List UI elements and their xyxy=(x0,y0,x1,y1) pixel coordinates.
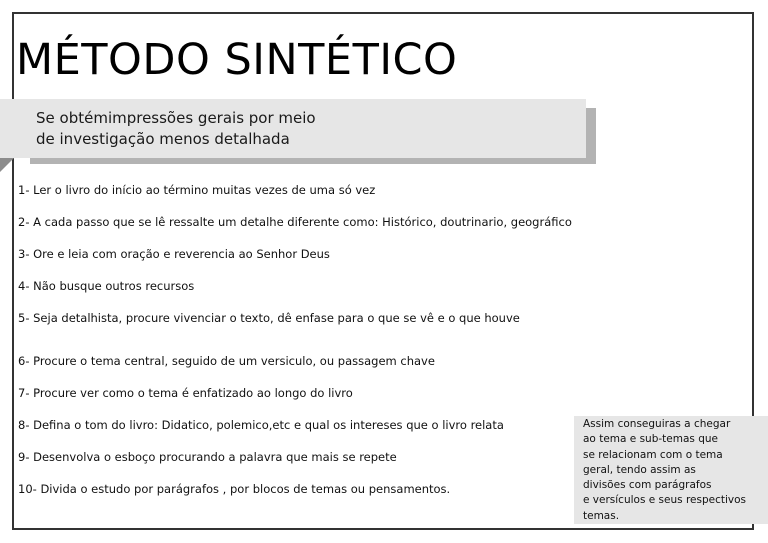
step-item-3: 3- Ore e leia com oração e reverencia ao Senhor Deus xyxy=(18,247,330,261)
step-item-5: 5- Seja detalhista, procure vivenciar o texto, dê enfase para o que se vê e o que houve xyxy=(18,311,520,325)
subtitle-banner-fold xyxy=(0,158,14,172)
step-item-7: 7- Procure ver como o tema é enfatizado ao longo do livro xyxy=(18,386,353,400)
step-item-8: 8- Defina o tom do livro: Didatico, polemico,etc e qual os intereses que o livro relata xyxy=(18,418,504,432)
note-line-6: e versículos e seus respectivos xyxy=(583,494,747,507)
step-item-9: 9- Desenvolva o esboço procurando a palavra que mais se repete xyxy=(18,450,397,464)
note-line-4: geral, tendo assim as xyxy=(583,463,696,476)
note-line-3: se relacionam com o tema xyxy=(583,448,723,461)
step-item-4: 4- Não busque outros recursos xyxy=(18,279,195,293)
subtitle-line-2: de investigação menos detalhada xyxy=(36,130,290,148)
summary-note xyxy=(574,416,768,524)
step-item-6: 6- Procure o tema central, seguido de um versiculo, ou passagem chave xyxy=(18,354,435,368)
subtitle-line-1: Se obtémimpressões gerais por meio xyxy=(36,109,316,127)
note-line-7: temas. xyxy=(583,509,620,522)
note-line-2: ao tema e sub-temas que xyxy=(583,433,718,446)
subtitle-text xyxy=(36,108,576,150)
page-title: MÉTODO SINTÉTICO xyxy=(16,35,458,85)
step-item-2: 2- A cada passo que se lê ressalte um detalhe diferente como: Histórico, doutrinario, geográfico xyxy=(18,215,572,229)
step-item-10: 10- Divida o estudo por parágrafos , por blocos de temas ou pensamentos. xyxy=(18,482,451,496)
step-item-1: 1- Ler o livro do início ao término muitas vezes de uma só vez xyxy=(18,183,376,197)
note-line-5: divisões com parágrafos xyxy=(583,479,712,492)
note-line-1: Assim conseguiras a chegar xyxy=(583,418,731,430)
